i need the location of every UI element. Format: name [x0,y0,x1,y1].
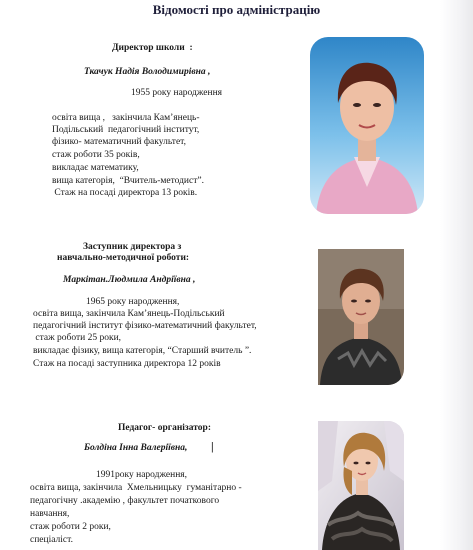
deputy-bio-line: викладає фізику, вища категорія, “Старший вчитель ”. [33,346,252,356]
deputy-photo [318,249,404,385]
director-bio-line: Подільський педагогічний інститут, [52,125,200,135]
director-bio-line: освіта вища , закінчила Кам’янець- [52,113,200,123]
page-title: Відомості про адміністрацію [152,2,321,17]
organizer-photo [318,421,404,550]
organizer-born: 1991року народження, [96,470,188,480]
director-bio-line: вища категорія, “Вчитель-методист”. [52,176,204,186]
organizer-bio-line: стаж роботи 2 роки, [30,522,111,532]
deputy-bio-line: Стаж на посаді заступника директора 12 років [33,359,221,369]
deputy-bio-line: освіта вища, закінчила Кам’янець-Подільський [33,309,225,319]
deputy-role: навчально-методичної роботи: [57,253,190,263]
director-bio-line: стаж роботи 35 років, [52,150,140,160]
director-bio-line: Стаж на посаді директора 13 років. [52,188,198,198]
director-bio-line: викладає математику, [52,163,139,173]
director-role: Директор школи : [112,43,193,53]
deputy-name: Маркітан.Людмила Андріївна , [63,275,196,285]
deputy-bio-line: стаж роботи 25 роки, [33,333,122,343]
organizer-role: Педагог- організатор: [118,423,211,433]
organizer-name: Болдіна Інна Валеріївна, [84,443,188,453]
deputy-born: 1965 року народження, [86,297,180,307]
organizer-bio-line: спеціаліст. [30,535,73,545]
director-born: 1955 року народження [131,88,223,98]
cursor-mark: | [211,439,214,453]
organizer-bio-line: навчання, [30,509,70,519]
organizer-bio-line: педагогічну .академію , факультет початкового [30,496,220,506]
director-bio-line: фізико- математичний факультет, [52,137,186,147]
director-photo [310,37,424,214]
organizer-bio-line: освіта вища, закінчила Хмельницьку гуманітарно - [30,483,242,493]
director-name: Ткачук Надія Володимирівна , [84,67,211,77]
deputy-role: Заступник директора з [83,242,182,252]
deputy-bio-line: педагогічний інститут фізико-математичний факультет, [33,321,257,331]
